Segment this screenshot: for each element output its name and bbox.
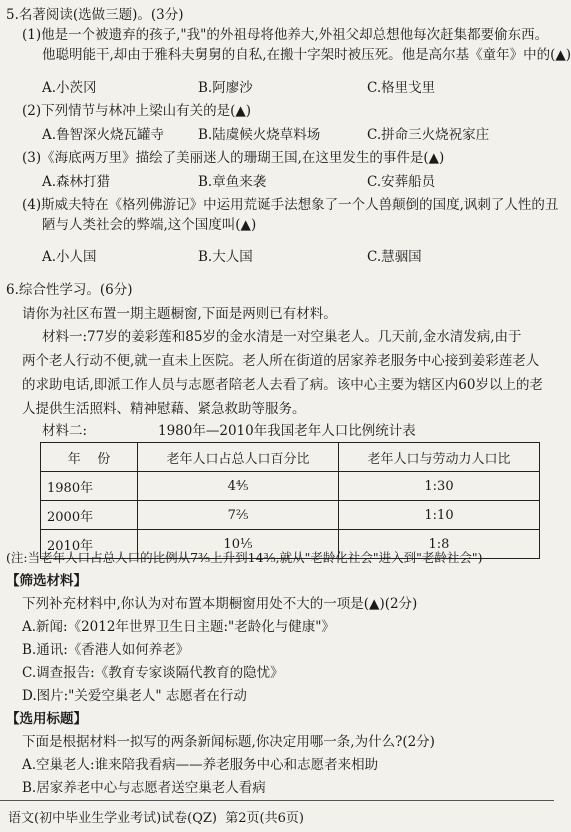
q5-2-option-a: A.鲁智深火烧瓦罐寺 xyxy=(42,127,165,143)
table-cell-ratio: 1:8 xyxy=(339,530,540,559)
table-row xyxy=(41,501,540,530)
q5-4-option-a: A.小人国 xyxy=(42,249,97,265)
q5-4-option-b: B.大人国 xyxy=(198,249,253,265)
q5-1-option-b: B.阿廖沙 xyxy=(198,80,253,96)
table-row xyxy=(41,472,540,501)
table-header-ratio: 老年人口与劳动力人口比 xyxy=(339,443,540,472)
table-cell-percent: 7⅖ xyxy=(138,501,339,530)
table-header-percent: 老年人口占总人口百分比 xyxy=(138,443,339,472)
filter-option-a: A.新闻:《2012年世界卫生日主题:"老龄化与健康"》 xyxy=(22,619,335,635)
table-title: 1980年—2010年我国老年人口比例统计表 xyxy=(158,423,416,439)
q5-2-option-c: C.拼命三火烧祝家庄 xyxy=(367,127,490,143)
table-note: (注:当老年人口占总人口的比例从7⅗上升到14⅗,就从"老龄化社会"进入到"老龄社会") xyxy=(6,550,483,565)
footer-divider xyxy=(0,800,554,801)
footer-exam-title: 语文(初中毕业生学业考试)试卷(QZ) xyxy=(8,811,217,826)
filter-option-b: B.通讯:《香港人如何养老》 xyxy=(22,642,190,658)
q5-3-option-c: C.安葬船员 xyxy=(367,174,436,190)
title-option-b: B.居家养老中心与志愿者送空巢老人看病 xyxy=(22,780,266,796)
q5-1-option-c: C.格里戈里 xyxy=(367,80,436,96)
section-filter-title: 【筛选材料】 xyxy=(6,573,87,589)
q6-heading: 6.综合性学习。(6分) xyxy=(6,282,133,298)
q5-2-line1: (2)下列情节与林冲上梁山有关的是(▲) xyxy=(22,103,252,119)
table-cell-year: 1980年 xyxy=(41,472,138,501)
table-cell-ratio: 1:30 xyxy=(339,472,540,501)
material1-line1: 材料一:77岁的姜彩莲和85岁的金水清是一对空巢老人。几天前,金水清发病,由于 xyxy=(42,329,522,345)
section-title-choice: 【选用标题】 xyxy=(6,711,87,727)
table-cell-percent: 10⅕ xyxy=(138,530,339,559)
q5-4-option-c: C.慧骃国 xyxy=(367,249,422,265)
material1-line3: 的求助电话,即派工作人员与志愿者陪老人去看了病。该中心主要为辖区内60岁以上的老 xyxy=(22,377,543,393)
filter-option-c: C.调查报告:《教育专家谈隔代教育的隐忧》 xyxy=(22,665,284,681)
q5-3-option-b: B.章鱼来袭 xyxy=(198,174,267,190)
title-option-a: A.空巢老人:谁来陪我看病——养老服务中心和志愿者来相助 xyxy=(22,757,379,773)
footer-page-number: 第2页(共6页) xyxy=(225,811,304,826)
table-header-row xyxy=(41,443,540,472)
elderly-statistics-table xyxy=(40,442,540,559)
material1-line4: 人提供生活照料、精神慰藉、紧急救助等服务。 xyxy=(22,401,306,417)
q5-2-option-b: B.陆虞候火烧草料场 xyxy=(198,127,321,143)
material1-line2: 两个老人行动不便,就一直未上医院。老人所在街道的居家养老服务中心接到姜彩莲老人 xyxy=(22,353,540,369)
q5-1-line2: 他聪明能干,却由于雅科夫舅舅的自私,在搬十字架时被压死。他是高尔基《童年》中的(▲) xyxy=(42,47,571,63)
q5-1-line1: (1)他是一个被遗弃的孩子,"我"的外祖母将他养大,外祖父却总想他每次赶集都要偷东西。 xyxy=(22,27,549,43)
q5-3-line1: (3)《海底两万里》描绘了美丽迷人的珊瑚王国,在这里发生的事件是(▲) xyxy=(22,150,445,166)
filter-option-d: D.图片:"关爱空巢老人" 志愿者在行动 xyxy=(22,688,247,704)
q5-1-blank: (▲) xyxy=(550,47,571,63)
table-header-year: 年 份 xyxy=(41,443,138,472)
material2-label: 材料二: xyxy=(42,423,88,439)
q5-4-line2: 陋与人类社会的弊端,这个国度叫(▲) xyxy=(42,217,257,233)
q5-1-option-a: A.小茨冈 xyxy=(42,80,97,96)
q5-4-line1: (4)斯威夫特在《格列佛游记》中运用荒诞手法想象了一个人兽颠倒的国度,讽刺了人性的丑 xyxy=(22,197,559,213)
page-footer xyxy=(8,807,304,826)
table-cell-year: 2000年 xyxy=(41,501,138,530)
q6-intro: 请你为社区布置一期主题橱窗,下面是两则已有材料。 xyxy=(22,306,337,322)
section-title-question: 下面是根据材料一拟写的两条新闻标题,你决定用哪一条,为什么?(2分) xyxy=(22,734,435,750)
q5-3-option-a: A.森林打猎 xyxy=(42,174,111,190)
table-cell-ratio: 1:10 xyxy=(339,501,540,530)
section-filter-question: 下列补充材料中,你认为对布置本期橱窗用处不大的一项是(▲)(2分) xyxy=(22,596,418,612)
table-cell-year: 2010年 xyxy=(41,530,138,559)
table-cell-percent: 4⅘ xyxy=(138,472,339,501)
q5-heading: 5.名著阅读(选做三题)。(3分) xyxy=(6,7,184,23)
